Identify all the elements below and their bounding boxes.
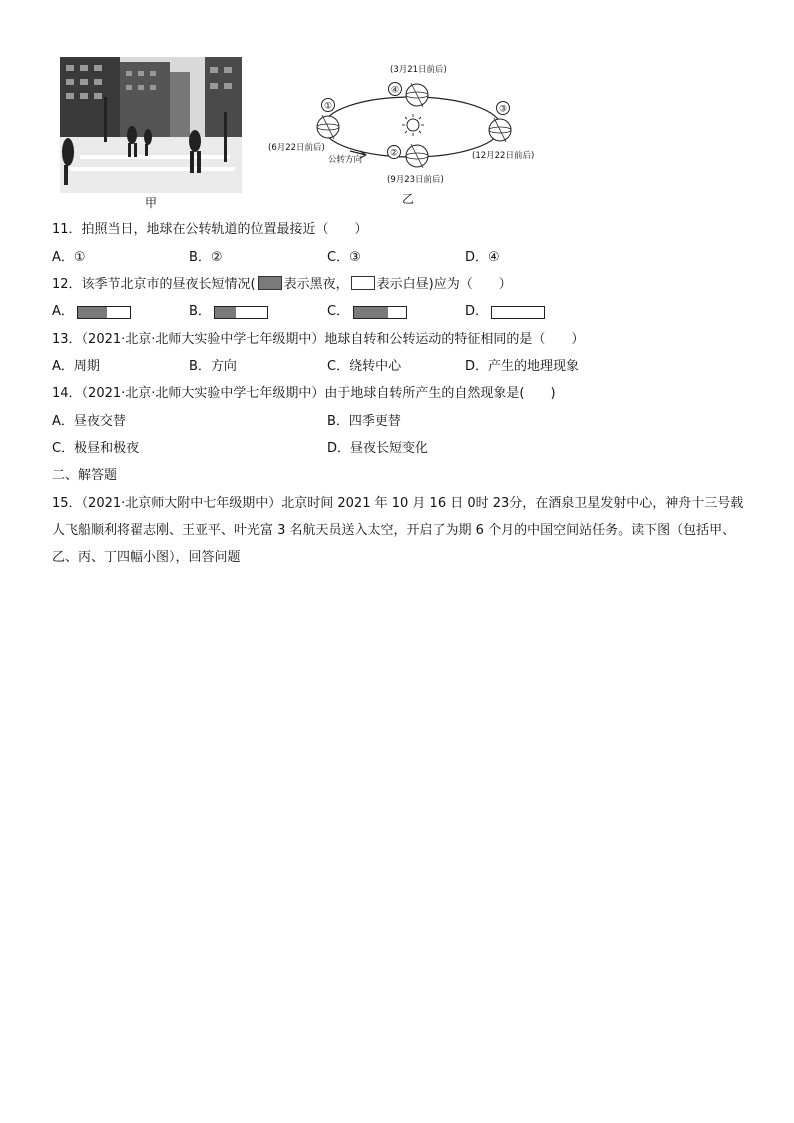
q12-bar-c: [353, 306, 407, 319]
q11-option-a[interactable]: A．①: [52, 250, 86, 265]
street-photo: [60, 57, 242, 193]
q12-stem-mid1: 表示黑夜，: [283, 277, 349, 292]
q11-option-b[interactable]: B．②: [189, 250, 223, 265]
q11-option-d[interactable]: D．④: [465, 250, 500, 265]
orbit-direction-label: 公转方向: [328, 155, 363, 165]
question-14-stem: 14．（2021·北京·北师大实验中学七年级期中）由于地球自转所产生的自然现象是( ): [52, 386, 556, 401]
orbit-diagram: [262, 55, 562, 205]
sun-icon: [402, 114, 424, 136]
q12-option-d[interactable]: D．: [465, 304, 489, 319]
caption-jia: 甲: [145, 196, 158, 210]
orbit-date-1: (6月22日前后): [268, 143, 325, 153]
q14-option-c[interactable]: C．极昼和极夜: [52, 441, 140, 456]
orbit-pos-3: ③: [498, 104, 508, 115]
section-title: 二、解答题: [52, 468, 118, 483]
question-12-stem: [52, 276, 512, 294]
q11-option-c[interactable]: C．③: [327, 250, 361, 265]
q14-option-b[interactable]: B．四季更替: [327, 414, 401, 429]
q12-option-c[interactable]: C．: [327, 304, 350, 319]
q13-option-c[interactable]: C．绕转中心: [327, 359, 402, 374]
caption-yi: 乙: [402, 192, 415, 206]
q12-stem-pre: 12．该季节北京市的昼夜长短情况(: [52, 277, 256, 292]
question-11-stem: 11．拍照当日，地球在公转轨道的位置最接近（ ）: [52, 222, 368, 237]
orbit-pos-4: ④: [390, 85, 400, 96]
q12-option-b[interactable]: B．: [189, 304, 211, 319]
q12-bar-d: [491, 306, 545, 319]
orbit-pos-2: ②: [389, 148, 399, 159]
q13-option-d[interactable]: D．产生的地理现象: [465, 359, 580, 374]
night-swatch: [258, 276, 282, 290]
orbit-pos-1: ①: [323, 101, 333, 112]
orbit-date-3: (12月22日前后): [472, 151, 535, 161]
day-swatch: [351, 276, 375, 290]
q12-option-a[interactable]: A．: [52, 304, 74, 319]
orbit-date-4: (3月21日前后): [390, 65, 447, 75]
q12-bar-a-night: [78, 307, 107, 318]
q12-bar-b: [214, 306, 268, 319]
orbit-date-2: (9月23日前后): [387, 175, 444, 185]
q12-bar-a: [77, 306, 131, 319]
q12-bar-c-night: [354, 307, 388, 318]
q12-bar-b-night: [215, 307, 236, 318]
question-15-text: 15．（2021·北京师大附中七年级期中）北京时间 2021 年 10 月 16 日 0时 23分，在酒泉卫星发射中心，神舟十三号载人飞船顺利将翟志刚、王亚平、叶光富 3 名航天员送入太空，开启了为期 6 个月的中国空间站任务。读下图（包括甲、乙、丙、丁四幅小图），回答问题: [52, 496, 744, 565]
q13-option-a[interactable]: A．周期: [52, 359, 100, 374]
q13-option-b[interactable]: B．方向: [189, 359, 237, 374]
q14-option-d[interactable]: D．昼夜长短变化: [327, 441, 429, 456]
q14-option-a[interactable]: A．昼夜交替: [52, 414, 126, 429]
q12-stem-mid2: 表示白昼)应为（ ）: [376, 277, 512, 292]
question-13-stem: 13．（2021·北京·北师大实验中学七年级期中）地球自转和公转运动的特征相同的是（ ）: [52, 332, 585, 347]
